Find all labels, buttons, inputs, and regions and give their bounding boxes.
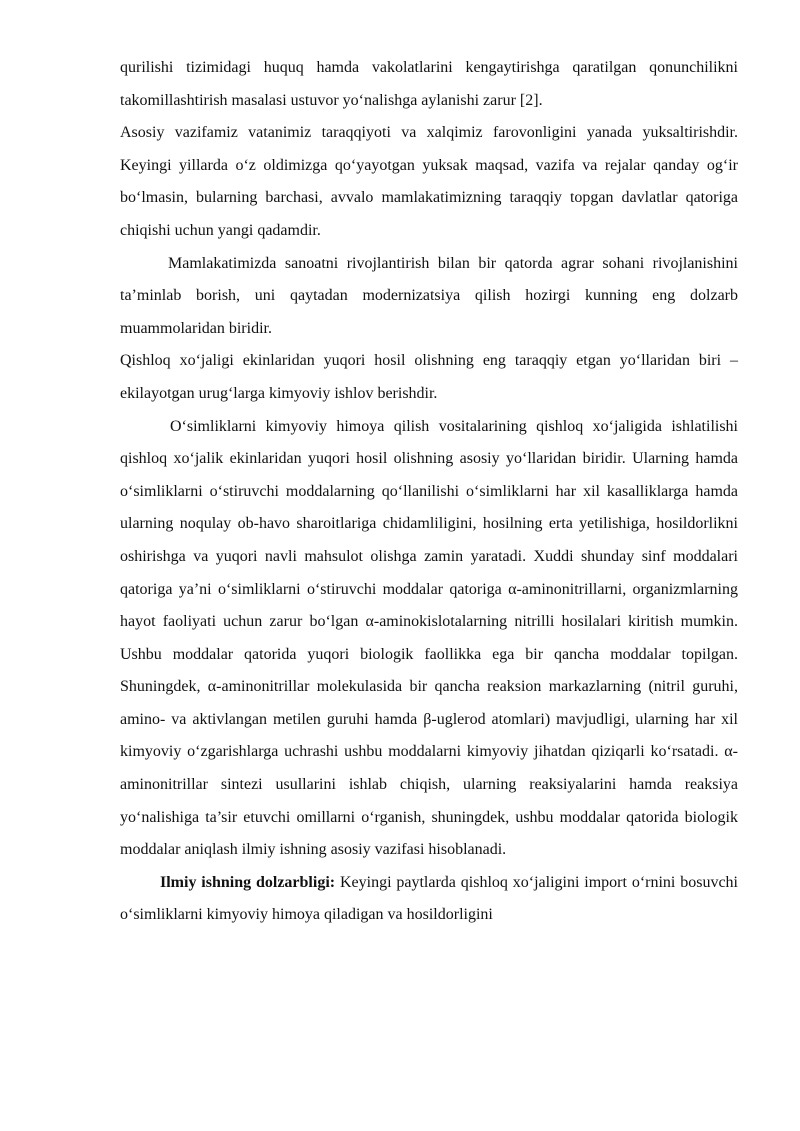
paragraph-6-text: Keyingi paytlarda qishloq xo‘jaligini import o‘rnini bosuvchi o‘simliklarni kimyoviy himoya qiladigan va hosildorligini [120,873,739,924]
paragraph-1: qurilishi tizimidagi huquq hamda vakolatlarini kengaytirishga qaratilgan qonunchilikni takomillashtirish masalasi ustuvor yo‘nalishga aylanishi zarur [2]. [120,59,738,109]
paragraph-5: O‘simliklarni kimyoviy himoya qilish vositalarining qishloq xo‘jaligida ishlatilishi qishloq xo‘jalik ekinlaridan yuqori hosil olishning asosiy yo‘llaridan biridir. Ularning hamda o‘simliklarni o‘stiruvchi moddalarning qo‘llanilishi o‘simliklarni har xil kasalliklarga hamda ularning noqulay ob-havo sharoitlariga chidamliligini, hosilning erta yetilishiga, hosildorlikni oshirishga va yuqori navli mahsulot olishga zamin yaratadi. Xuddi shunday sinf moddalari qatoriga ya’ni o‘simliklarni o‘stiruvchi moddalar qatoriga α-aminonitrillarni, organizmlarning hayot faoliyati uchun zarur bo‘lgan α-aminokislotalarning nitrilli hosilalari kiritish mumkin. Ushbu moddalar qatorida yuqori biologik faollikka ega bir qancha moddalar topilgan. Shuningdek, α-aminonitrillar molekulasida bir qancha reaksion markazlarning (nitril guruhi, amino- va aktivlangan metilen guruhi hamda β-uglerod atomlari) mavjudligi, ularning har xil kimyoviy o‘zgarishlarga uchrashi ushbu moddalarni kimyoviy jihatdan qiziqarli ko‘rsatadi. α-aminonitrillar sintezi usullarini ishlab chiqish, ularning reaksiyalarini hamda reaksiya yo‘nalishiga ta’sir etuvchi omillarni o‘rganish, shuningdek, ushbu moddalar qatorida biologik moddalar aniqlash ilmiy ishning asosiy vazifasi hisoblanadi. [120,417,738,859]
document-page [120,52,738,932]
paragraph-4: Qishloq xo‘jaligi ekinlaridan yuqori hosil olishning eng taraqqiy etgan yo‘llaridan biri – ekilayotgan urug‘larga kimyoviy ishlov berishdir. [120,352,738,402]
paragraph-2: Asosiy vazifamiz vatanimiz taraqqiyoti va xalqimiz farovonligini yanada yuksaltirishdir. Keyingi yillarda o‘z oldimizga qo‘yayotgan yuksak maqsad, vazifa va rejalar qanday og‘ir bo‘lmasin, bularning barchasi, avvalo mamlakatimizning taraqqiy topgan davlatlar qatoriga chiqishi uchun yangi qadamdir. [120,124,738,239]
paragraph-6 [120,867,738,932]
paragraph-3: Mamlakatimizda sanoatni rivojlantirish bilan bir qatorda agrar sohani rivojlanishini ta’minlab borish, uni qaytadan modernizatsiya qilish hozirgi kunning eng dolzarb muammolaridan biridir. [120,254,738,337]
section-heading-relevance: Ilmiy ishning dolzarbligi: [160,873,336,891]
